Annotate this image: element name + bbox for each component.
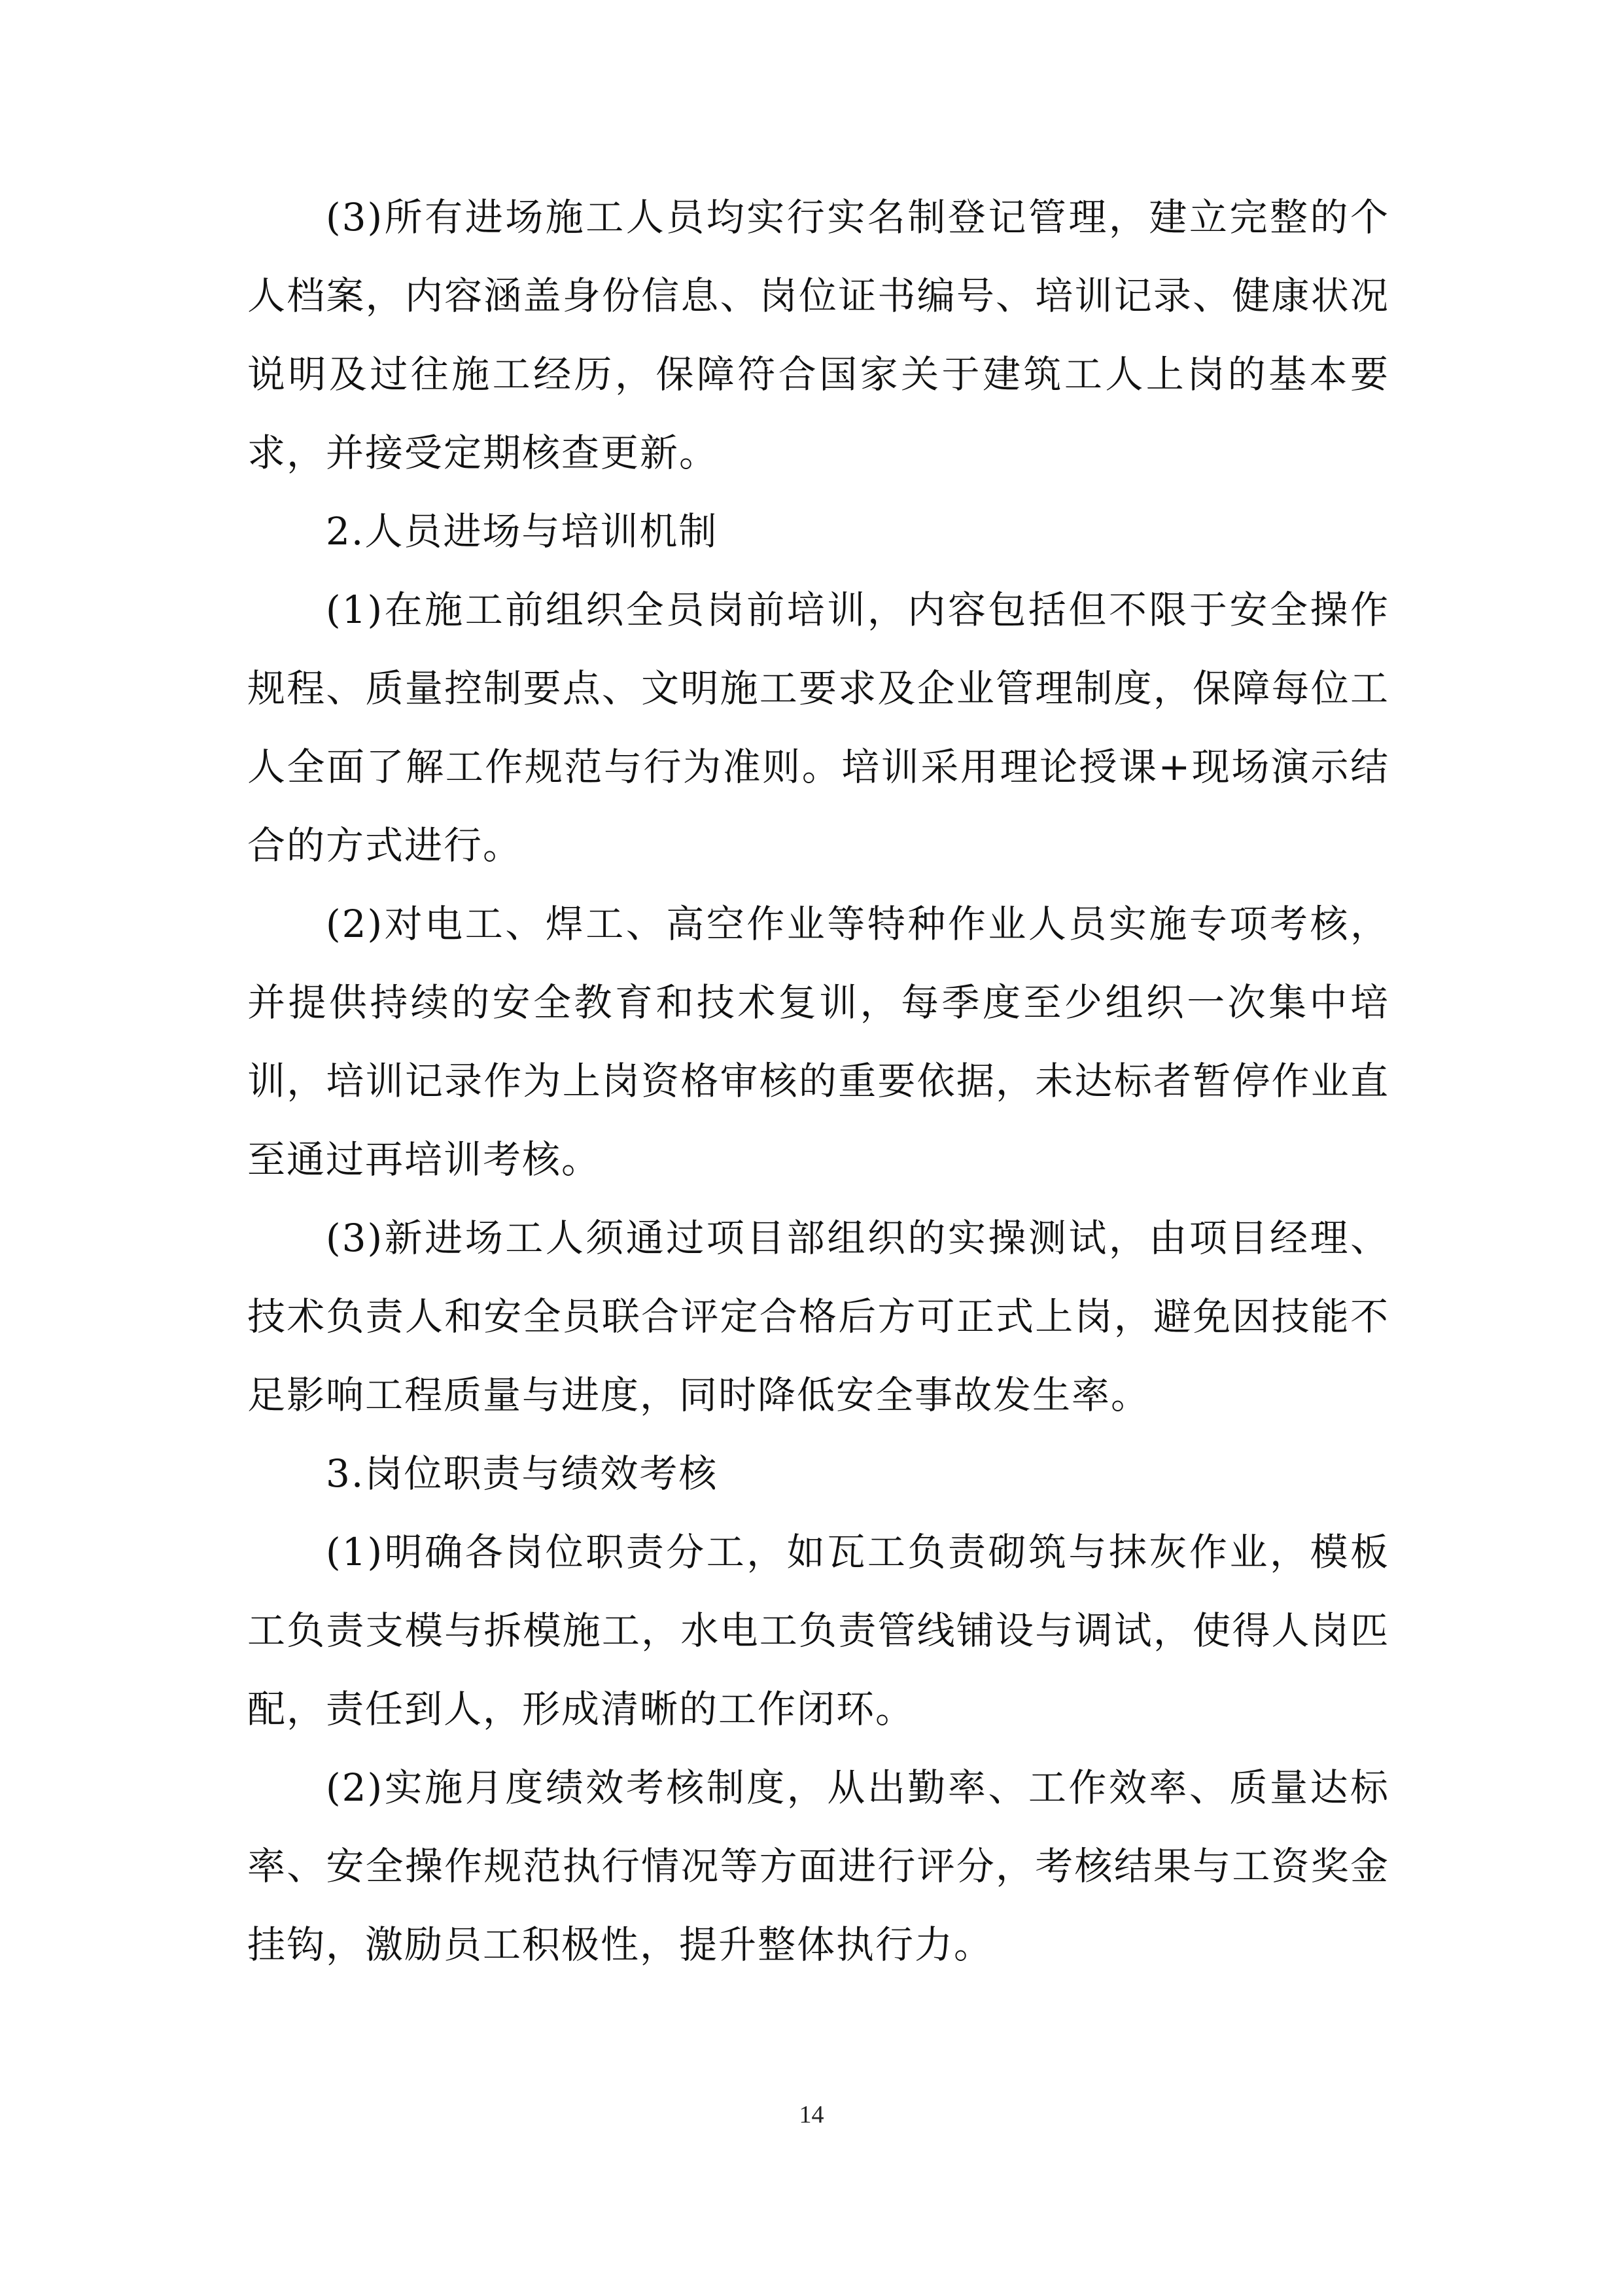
- paragraph-performance-review: (2)实施月度绩效考核制度，从出勤率、工作效率、质量达标率、安全操作规范执行情况等方面进行评分，考核结果与工资奖金挂钩，激励员工积极性，提升整体执行力。: [247, 1765, 1389, 1967]
- paragraph-real-name-registration: (3)所有进场施工人员均实行实名制登记管理，建立完整的个人档案，内容涵盖身份信息、岗位证书编号、培训记录、健康状况说明及过往施工经历，保障符合国家关于建筑工人上岗的基本要求，并接受定期核查更新。: [247, 195, 1389, 475]
- document-body: [247, 178, 1389, 1984]
- paragraph-practical-test: (3)新进场工人须通过项目部组织的实操测试，由项目经理、技术负责人和安全员联合评定合格后方可正式上岗，避免因技能不足影响工程质量与进度，同时降低安全事故发生率。: [247, 1216, 1389, 1417]
- section-heading-responsibilities: 3.岗位职责与绩效考核: [326, 1451, 718, 1496]
- paragraph-special-operations: (2)对电工、焊工、高空作业等特种作业人员实施专项考核，并提供持续的安全教育和技术复训，每季度至少组织一次集中培训，培训记录作为上岗资格审核的重要依据，未达标者暂停作业直至通过再培训考核。: [247, 902, 1389, 1182]
- paragraph-job-duties: (1)明确各岗位职责分工，如瓦工负责砌筑与抹灰作业，模板工负责支模与拆模施工，水电工负责管线铺设与调试，使得人岗匹配，责任到人，形成清晰的工作闭环。: [247, 1530, 1389, 1731]
- section-heading-training: 2.人员进场与培训机制: [326, 509, 718, 554]
- page-number: 14: [799, 2101, 824, 2128]
- paragraph-pre-job-training: (1)在施工前组织全员岗前培训，内容包括但不限于安全操作规程、质量控制要点、文明施工要求及企业管理制度，保障每位工人全面了解工作规范与行为准则。培训采用理论授课+现场演示结合的方式进行。: [247, 588, 1389, 868]
